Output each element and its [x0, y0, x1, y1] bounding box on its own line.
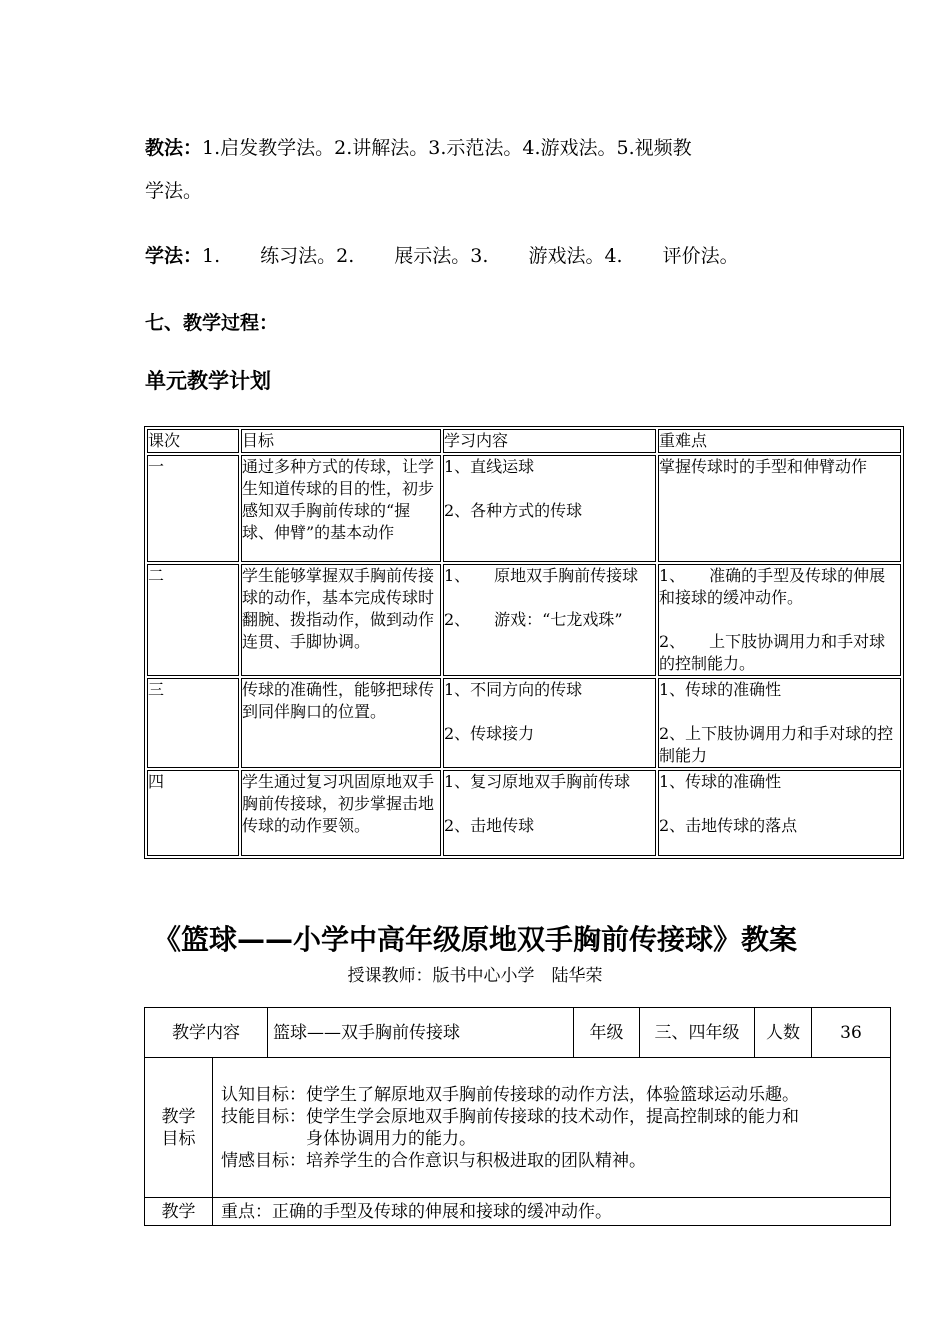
content-label: 教学内容 — [145, 1008, 268, 1058]
table-row — [145, 1198, 891, 1226]
learning-methods — [145, 243, 739, 269]
lesson-goal: 通过多种方式的传球，让学生知道传球的目的性，初步感知双手胸前传球的“握球、伸臂”的基本动作 — [241, 455, 441, 562]
lesson-number: 三 — [147, 678, 239, 768]
count-value: 36 — [812, 1008, 891, 1058]
table-row — [147, 564, 901, 676]
content-item: 2、击地传球 — [444, 816, 535, 835]
lesson-goal: 学生通过复习巩固原地双手胸前传接球，初步掌握击地传球的动作要领。 — [241, 770, 441, 856]
goal-emotion: 情感目标：培养学生的合作意识与积极进取的团队精神。 — [221, 1150, 646, 1171]
lesson-goal: 学生能够掌握双手胸前传接球的动作，基本完成传球时翻腕、拨指动作，做到动作连贯、手脚协调。 — [241, 564, 441, 676]
key-item: 1、 准确的手型及传球的伸展和接球的缓冲动作。 — [659, 566, 886, 607]
content-item: 1、 原地双手胸前传接球 — [444, 566, 639, 585]
goals-label-line: 教学 — [161, 1106, 196, 1127]
grade-label: 年级 — [574, 1008, 640, 1058]
focus-value: 重点：正确的手型及传球的伸展和接球的缓冲动作。 — [213, 1198, 891, 1226]
key-item: 2、击地传球的落点 — [659, 816, 798, 835]
goals-label — [145, 1058, 213, 1198]
content-item: 2、各种方式的传球 — [444, 501, 583, 520]
teaching-methods-label: 教法： — [145, 137, 203, 159]
count-label: 人数 — [755, 1008, 812, 1058]
lesson-number: 一 — [147, 455, 239, 562]
content-item: 1、直线运球 — [444, 457, 535, 476]
goals-content — [213, 1058, 891, 1198]
lesson-key-points — [658, 678, 901, 768]
key-item: 掌握传球时的手型和伸臂动作 — [659, 457, 868, 476]
unit-plan-table — [144, 426, 904, 859]
teaching-methods-text: 1.启发教学法。2.讲解法。3.示范法。4.游戏法。5.视频教 — [202, 137, 692, 159]
content-item: 1、复习原地双手胸前传球 — [444, 772, 631, 791]
lesson-goal: 传球的准确性，能够把球传到同伴胸口的位置。 — [241, 678, 441, 768]
learning-methods-label: 学法： — [145, 245, 203, 267]
section-heading: 七、教学过程： — [145, 312, 279, 334]
teaching-methods-cont: 学法。 — [145, 180, 203, 202]
header-cell: 课次 — [147, 429, 239, 453]
key-item: 2、 上下肢协调用力和手对球的控制能力。 — [659, 632, 886, 673]
header-cell: 学习内容 — [443, 429, 656, 453]
goal-cognitive: 认知目标：使学生了解原地双手胸前传接球的动作方法，体验篮球运动乐趣。 — [221, 1084, 799, 1105]
header-cell: 重难点 — [658, 429, 901, 453]
lesson-number: 四 — [147, 770, 239, 856]
table-row — [147, 455, 901, 562]
learning-method-item: 展示法。3. — [394, 245, 489, 267]
goal-skill-cont: 身体协调用力的能力。 — [306, 1128, 476, 1149]
learning-method-item: 评价法。 — [662, 245, 739, 267]
lesson-key-points — [658, 455, 901, 562]
teacher-line: 授课教师：版书中心小学 陆华荣 — [347, 966, 603, 986]
lesson-content — [443, 770, 656, 856]
table-row — [145, 1058, 891, 1198]
content-item: 2、 游戏：“七龙戏珠” — [444, 610, 623, 629]
lesson-content — [443, 678, 656, 768]
lesson-plan-table — [144, 1007, 891, 1226]
learning-method-item: 游戏法。4. — [528, 245, 623, 267]
key-item: 2、上下肢协调用力和手对球的控制能力 — [659, 724, 894, 765]
learning-method-item: 练习法。2. — [260, 245, 355, 267]
unit-plan-heading: 单元教学计划 — [145, 369, 271, 393]
goal-skill: 技能目标：使学生学会原地双手胸前传接球的技术动作，提高控制球的能力和 — [221, 1106, 799, 1127]
table-row — [145, 1008, 891, 1058]
goals-label-line: 目标 — [161, 1128, 196, 1149]
content-item: 1、不同方向的传球 — [444, 680, 583, 699]
content-value: 篮球——双手胸前传接球 — [268, 1008, 574, 1058]
header-cell: 目标 — [241, 429, 441, 453]
lesson-content — [443, 564, 656, 676]
learning-method-item: 1. — [202, 245, 221, 267]
teaching-methods — [145, 135, 692, 161]
focus-label: 教学 — [145, 1198, 213, 1226]
lesson-key-points — [658, 564, 901, 676]
table-row — [147, 770, 901, 856]
lesson-number: 二 — [147, 564, 239, 676]
table-row — [147, 678, 901, 768]
key-item: 1、传球的准确性 — [659, 772, 782, 791]
content-item: 2、传球接力 — [444, 724, 535, 743]
table-header-row — [147, 429, 901, 453]
lesson-plan-title: 《篮球——小学中高年级原地双手胸前传接球》教案 — [152, 923, 797, 956]
grade-value: 三、四年级 — [640, 1008, 755, 1058]
lesson-key-points — [658, 770, 901, 856]
lesson-content — [443, 455, 656, 562]
key-item: 1、传球的准确性 — [659, 680, 782, 699]
